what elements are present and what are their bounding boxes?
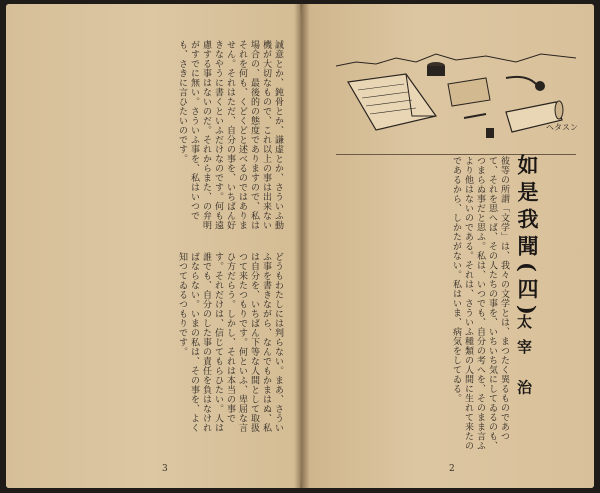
author-name: 太宰 治 <box>515 314 533 405</box>
article-title <box>512 154 542 321</box>
page-number-right: 2 <box>449 464 455 474</box>
ink-pot-drawing <box>427 62 445 76</box>
pen-drawing <box>464 114 486 118</box>
left-page <box>6 4 300 488</box>
right-body-text: 彼等の所謂「文学」は、我々の文学とは、まつたく異るものであつて、それを思へば、その人たちの事を、いちいち気にしてゐるのも、つまらぬ事だと思ふ。私は、いつでも、自分の考へを、そのまま言ふより他はないのである。それは、さういふ種類の人間に生れて来たのであるから、しかたがない。私はいま、病気をしてゐる。 <box>451 156 509 451</box>
book-gutter <box>294 4 310 488</box>
page-number-left: 3 <box>162 464 168 474</box>
left-bottom-text: どうもわたしには判らない。まあ、さういふ事を書きながら、なんでもかまはぬ、私は自分を、いちばん下等な人間として取扱つて来たつもりです。何といふ、卑屈な言ひ方だらう。しかし、それは本当の事です。それだけは、信じてもらひたい。人は誰でも、自分のした事の責任を負はなければならない。いまの私は、その事を、よく知つてゐるつもりです。 <box>177 252 283 433</box>
desk-illustration <box>336 44 576 154</box>
title-main: 如是我聞 <box>515 154 540 262</box>
book-spread <box>6 4 594 488</box>
notebook-drawing <box>448 78 490 106</box>
open-book-drawing <box>348 74 436 130</box>
pipe-drawing <box>506 77 545 91</box>
hill-outline <box>336 54 576 66</box>
left-top-text: 誠意とか、鈍骨とか、謙虚とか、さういふ動機が大切なもので、これ以上の事は出来ない場合の、最後的の態度でありますので、私はそれを何も、くどくどと述べるのではありません。それはただ、自分の事を、いちばん好きなやうに書くといふだけなのです。何も遠慮する事はないのだ。それからまた、の弁明がすでに無い。さういふ事を、私はいつでも、さきに言ひたいのです。 <box>177 40 283 230</box>
small-jar-drawing <box>486 128 494 138</box>
title-part: (四) <box>515 262 540 321</box>
artist-signature: ヘタスン <box>546 123 578 132</box>
